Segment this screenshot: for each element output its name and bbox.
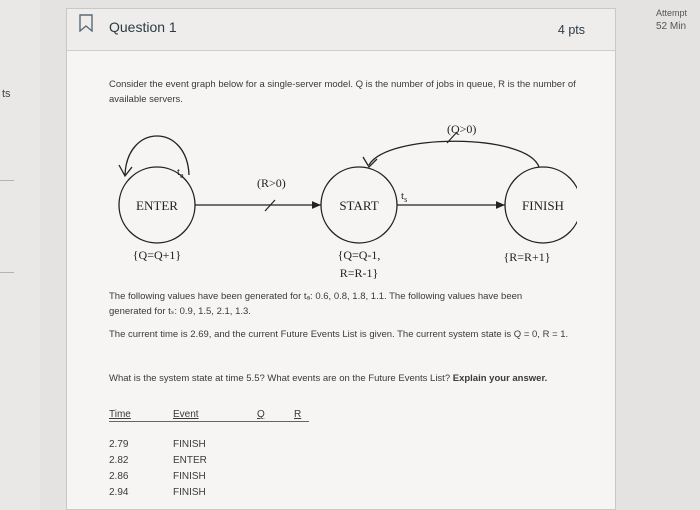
bookmark-icon[interactable] <box>79 14 93 32</box>
enter-start-condition: (R>0) <box>257 176 286 190</box>
fel-header-underline <box>109 421 309 422</box>
fel-header-time: Time <box>109 409 131 420</box>
fel-row <box>109 471 329 487</box>
question-prompt-text: What is the system state at time 5.5? What events are on the Future Events List? <box>109 373 451 384</box>
finish-state-change: {R=R+1} <box>503 250 551 264</box>
generated-values-line1: The following values have been generated for tₐ: 0.6, 0.8, 1.8, 1.1. The following values have been <box>109 291 523 302</box>
fel-event: FINISH <box>173 487 206 498</box>
question-prompt <box>109 371 589 386</box>
question-card <box>66 8 616 510</box>
enter-state-change: {Q=Q+1} <box>132 248 182 262</box>
sidebar-divider <box>0 180 14 181</box>
start-state-change-line2: R=R-1} <box>339 266 379 280</box>
finish-node-label: FINISH <box>522 198 564 213</box>
fel-event: FINISH <box>173 471 206 482</box>
attempt-label: Attempt <box>656 8 688 18</box>
fel-time: 2.86 <box>109 471 129 482</box>
fel-row <box>109 487 329 503</box>
question-title: Question 1 <box>109 19 177 35</box>
start-finish-label: $t_s$ <box>401 190 408 204</box>
fel-time: 2.94 <box>109 487 129 498</box>
question-points: 4 pts <box>557 23 585 37</box>
fel-row <box>109 455 329 471</box>
event-graph-diagram <box>107 113 577 288</box>
finish-start-edge <box>369 141 539 167</box>
question-intro: Consider the event graph below for a single-server model. Q is the number of jobs in queue, R is the number of available servers. <box>109 79 576 105</box>
fel-event: ENTER <box>173 455 207 466</box>
fel-header-q: Q <box>257 409 265 420</box>
sidebar-divider <box>0 272 14 273</box>
self-loop-label: $t_a$ <box>177 166 184 180</box>
start-state-change-line1: {Q=Q-1, <box>337 248 381 262</box>
fel-header-r: R <box>294 409 302 420</box>
fel-header-row <box>109 409 329 425</box>
finish-start-condition: (Q>0) <box>447 122 477 136</box>
generated-values-text <box>109 289 589 319</box>
fel-time: 2.79 <box>109 439 129 450</box>
question-header <box>67 9 615 51</box>
current-state-text: The current time is 2.69, and the current Future Events List is given. The current system state is Q = 0, R = 1. <box>109 329 569 340</box>
generated-values-line2: generated for tₛ: 0.9, 1.5, 2.1, 1.3. <box>109 306 251 317</box>
question-prompt-bold: Explain your answer. <box>452 373 548 384</box>
minutes-label: 52 Min <box>656 21 687 32</box>
fel-row <box>109 439 329 455</box>
enter-node-label: ENTER <box>136 198 178 213</box>
start-node-label: START <box>339 198 379 213</box>
sidebar-pts-label: ts <box>2 88 11 100</box>
fel-event: FINISH <box>173 439 206 450</box>
fel-time: 2.82 <box>109 455 129 466</box>
attempt-info <box>656 6 700 34</box>
fel-header-event: Event <box>173 409 199 420</box>
future-events-list <box>109 409 329 503</box>
left-sidebar-strip <box>0 0 40 510</box>
